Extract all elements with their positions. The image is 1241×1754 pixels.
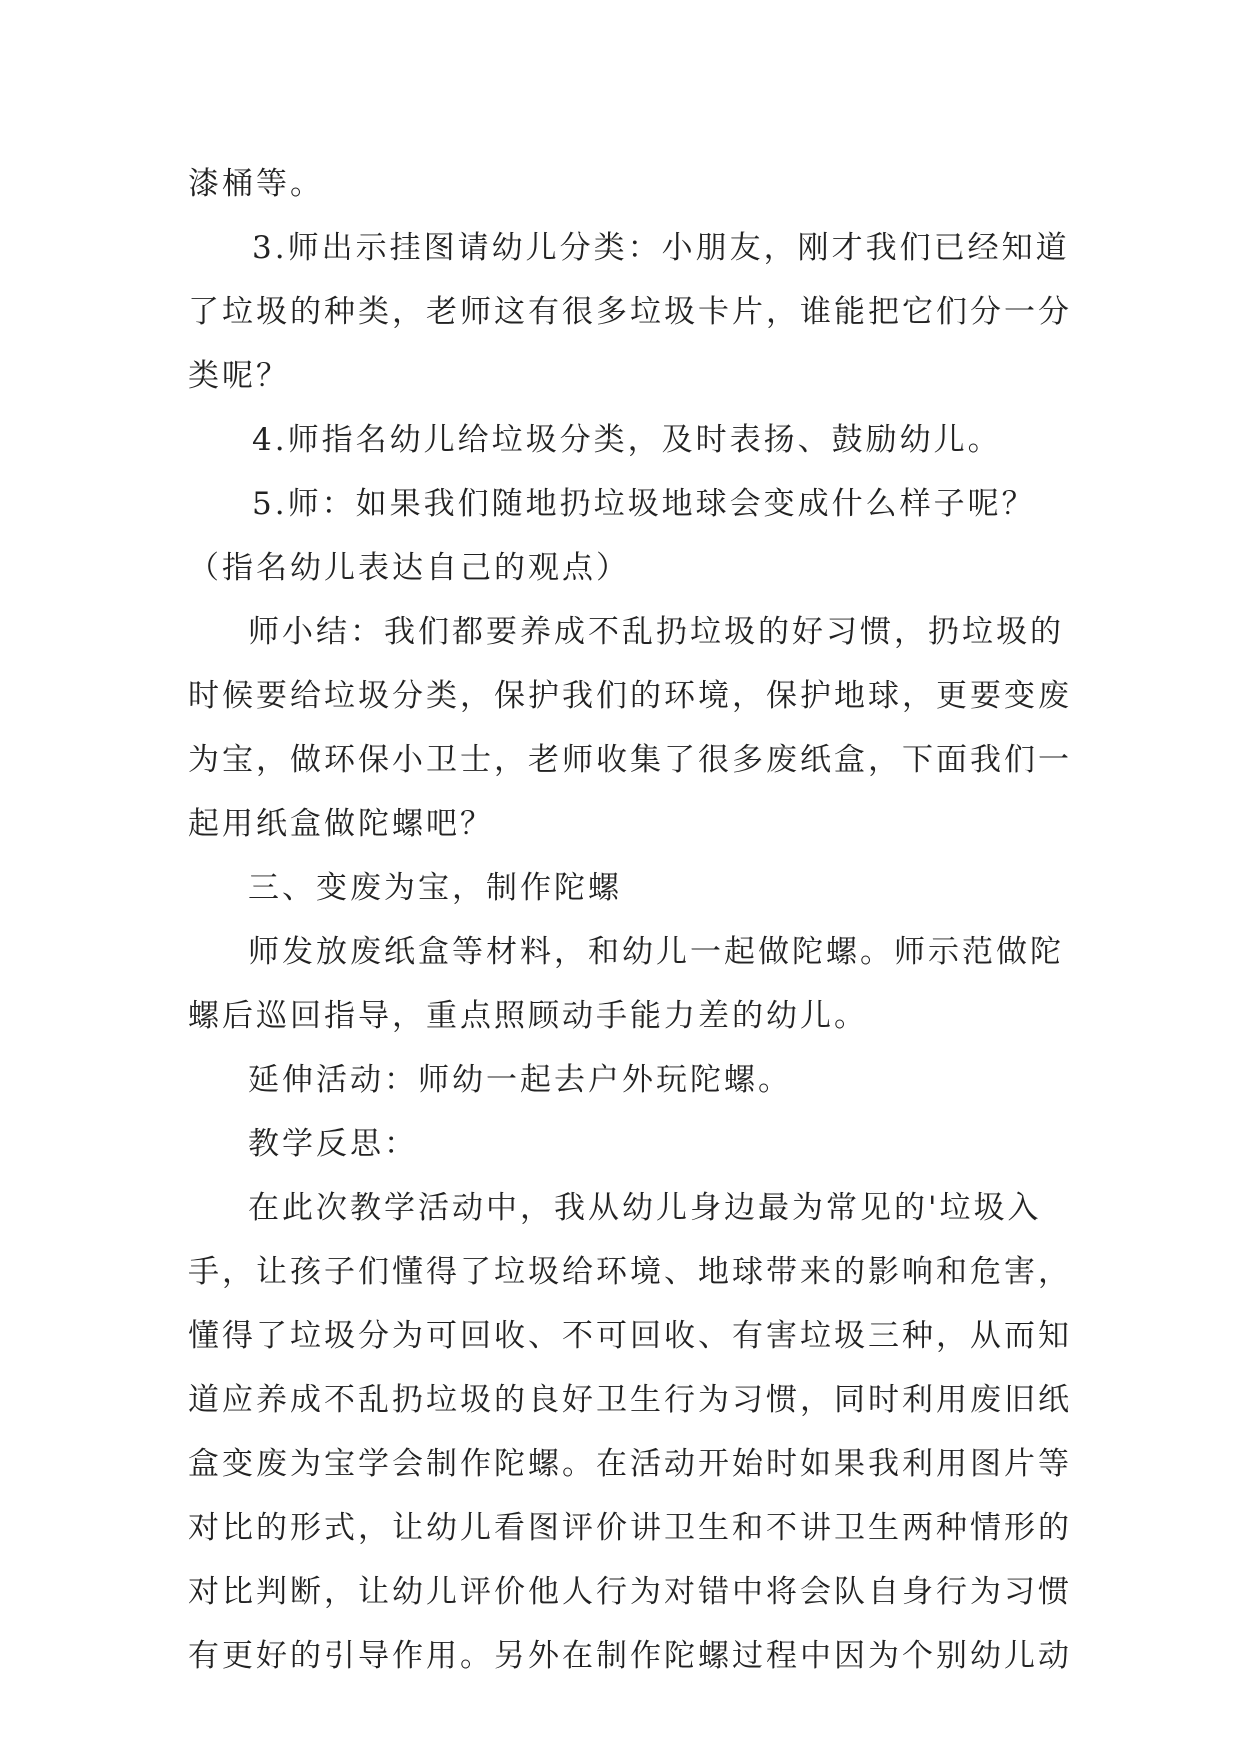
text-line: 对比的形式，让幼儿看图评价讲卫生和不讲卫生两种情形的 [188, 1510, 1072, 1546]
section-heading: 三、变废为宝，制作陀螺 [248, 870, 622, 906]
text-line: 师小结：我们都要养成不乱扔垃圾的好习惯，扔垃圾的 [248, 614, 1064, 650]
text-line: 在此次教学活动中，我从幼儿身边最为常见的'垃圾入 [248, 1190, 1042, 1226]
text-line: 延伸活动：师幼一起去户外玩陀螺。 [248, 1062, 792, 1098]
section-heading: 教学反思： [248, 1126, 418, 1162]
text-line: 时候要给垃圾分类，保护我们的环境，保护地球，更要变废 [188, 678, 1072, 714]
text-line: 类呢？ [188, 358, 290, 394]
text-line: 了垃圾的种类，老师这有很多垃圾卡片，谁能把它们分一分 [188, 294, 1072, 330]
text-line: 盒变废为宝学会制作陀螺。在活动开始时如果我利用图片等 [188, 1446, 1072, 1482]
text-line: 5.师：如果我们随地扔垃圾地球会变成什么样子呢？ [252, 486, 1036, 522]
text-line: 漆桶等。 [188, 166, 324, 202]
text-line: 3.师出示挂图请幼儿分类：小朋友，刚才我们已经知道 [252, 230, 1070, 266]
text-line: 对比判断，让幼儿评价他人行为对错中将会队自身行为习惯 [188, 1574, 1072, 1610]
text-line: （指名幼儿表达自己的观点） [188, 550, 630, 586]
text-line: 有更好的引导作用。另外在制作陀螺过程中因为个别幼儿动 [188, 1638, 1072, 1674]
text-line: 懂得了垃圾分为可回收、不可回收、有害垃圾三种，从而知 [188, 1318, 1072, 1354]
text-line: 4.师指名幼儿给垃圾分类，及时表扬、鼓励幼儿。 [252, 422, 1002, 458]
text-line: 起用纸盒做陀螺吧？ [188, 806, 494, 842]
text-line: 道应养成不乱扔垃圾的良好卫生行为习惯，同时利用废旧纸 [188, 1382, 1072, 1418]
text-line: 师发放废纸盒等材料，和幼儿一起做陀螺。师示范做陀 [248, 934, 1064, 970]
text-line: 螺后巡回指导，重点照顾动手能力差的幼儿。 [188, 998, 868, 1034]
text-line: 为宝，做环保小卫士，老师收集了很多废纸盒，下面我们一 [188, 742, 1072, 778]
text-line: 手，让孩子们懂得了垃圾给环境、地球带来的影响和危害， [188, 1254, 1072, 1290]
document-page [188, 152, 1072, 1688]
